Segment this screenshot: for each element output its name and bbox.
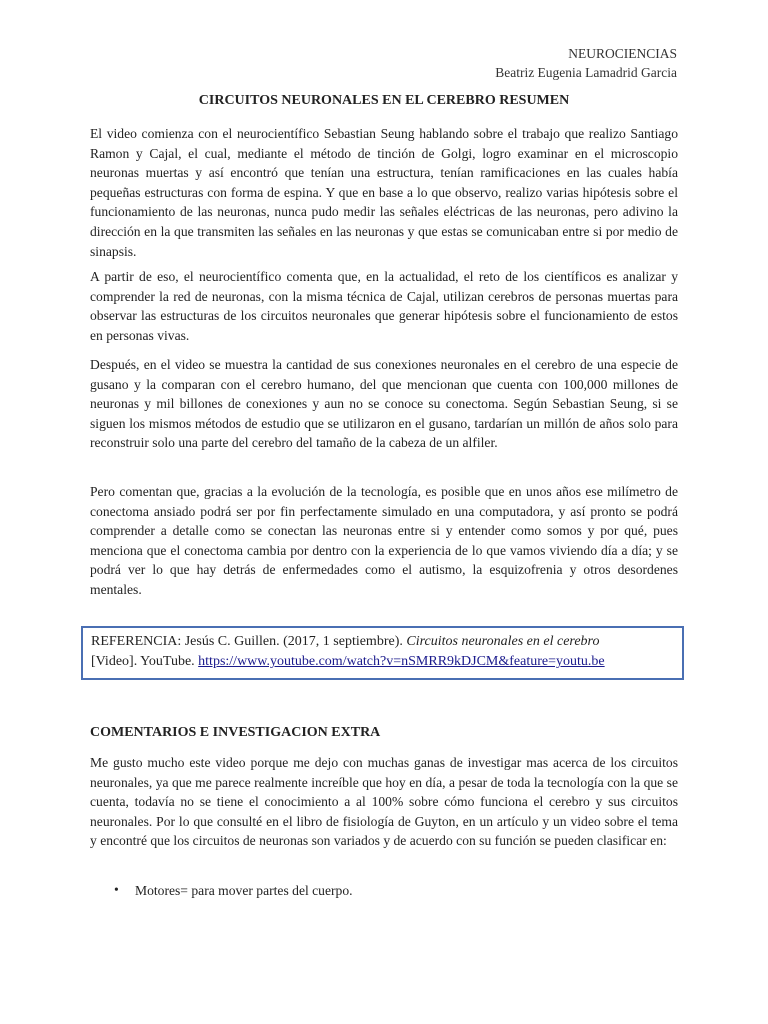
summary-paragraph-3: Después, en el video se muestra la cantidad de sus conexiones neuronales en el cerebro de una especie de gusano y la comparan con el cerebro humano, del que mencionan que cuenta con 100,000 millones de neuronas y mil billones de conexiones y aun no se conoce su conectoma. Según Sebastian Seung, si se siguen los mismos métodos de estudio que se utilizaron en el gusano, tardarían un millón de años solo para reconstruir solo una parte del cerebro del tamaño de la cabeza de un alfiler. bbox=[90, 357, 678, 451]
document-header bbox=[495, 44, 677, 82]
reference-medium: [Video]. YouTube. bbox=[91, 654, 199, 669]
summary-paragraph-4: Pero comentan que, gracias a la evolución de la tecnología, es posible que en unos años ese milímetro de conectoma ansiado podrá ser por fin perfectamente simulado en una computadora, y así pronto se podrá comprender a detalle como se conectan las neuronas entre si y entender como somos y por qué, pues menciona que el conectoma cambia por dentro con la experiencia de lo que vamos viviendo día a día; y se podrá ver lo que hay detrás de enfermedades como el autismo, la esquizofrenia y otros desordenes mentales. bbox=[90, 484, 678, 597]
reference-box bbox=[81, 626, 684, 680]
comments-paragraph: Me gusto mucho este video porque me dejo con muchas ganas de investigar mas acerca de los circuitos neuronales, ya que me parece realmente increíble que hoy en día, a pesar de toda la tecnología con la que se cuenta, todavía no se tiene el conocimiento a al 100% sobre cómo funciona el cerebro y sus circuitos neuronales. Por lo que consulté en el libro de fisiología de Guyton, en un artículo y un video sobre el tema y encontré que los circuitos de neuronas son variados y de acuerdo con su función se pueden clasificar en: bbox=[90, 755, 678, 849]
header-author: Beatriz Eugenia Lamadrid Garcia bbox=[495, 65, 677, 80]
summary-paragraph-2: A partir de eso, el neurocientífico comenta que, en la actualidad, el reto de los científicos es analizar y comprender la red de neuronas, con la misma técnica de Cajal, utilizan cerebros de personas muertas para observar las estructuras de los circuitos neuronales que generar hipótesis sobre el funcionamiento de estos en personas vivas. bbox=[90, 269, 678, 343]
summary-paragraph-1: El video comienza con el neurocientífico Sebastian Seung hablando sobre el trabajo que realizo Santiago Ramon y Cajal, el cual, mediante el método de tinción de Golgi, logro examinar en el microscopio neuronas muertas y así encontró que tenían una estructura, tenían ramificaciones en las cuales había pequeñas estructuras con forma de espina. Y que en base a lo que observo, realizo varias hipótesis sobre el funcionamiento de las neuronas, nunca pudo medir las señales eléctricas de las neuronas, pero adivino la dirección en la que transmiten las señales en las neuronas y que estas se comunicaban entre si por medio de sinapsis. bbox=[90, 126, 678, 259]
reference-link[interactable]: https://www.youtube.com/watch?v=nSMRR9kDJCM&feature=youtu.be bbox=[198, 654, 605, 669]
header-subject: NEUROCIENCIAS bbox=[568, 46, 677, 61]
comments-heading: COMENTARIOS E INVESTIGACION EXTRA bbox=[90, 725, 381, 740]
reference-prefix: REFERENCIA: Jesús C. Guillen. (2017, 1 septiembre). bbox=[91, 634, 407, 649]
reference-work-title: Circuitos neuronales en el cerebro bbox=[406, 634, 600, 649]
list-item-text: Motores= para mover partes del cuerpo. bbox=[135, 883, 353, 898]
bullet-marker: • bbox=[114, 882, 119, 897]
document-title: CIRCUITOS NEURONALES EN EL CEREBRO RESUMEN bbox=[198, 93, 570, 108]
